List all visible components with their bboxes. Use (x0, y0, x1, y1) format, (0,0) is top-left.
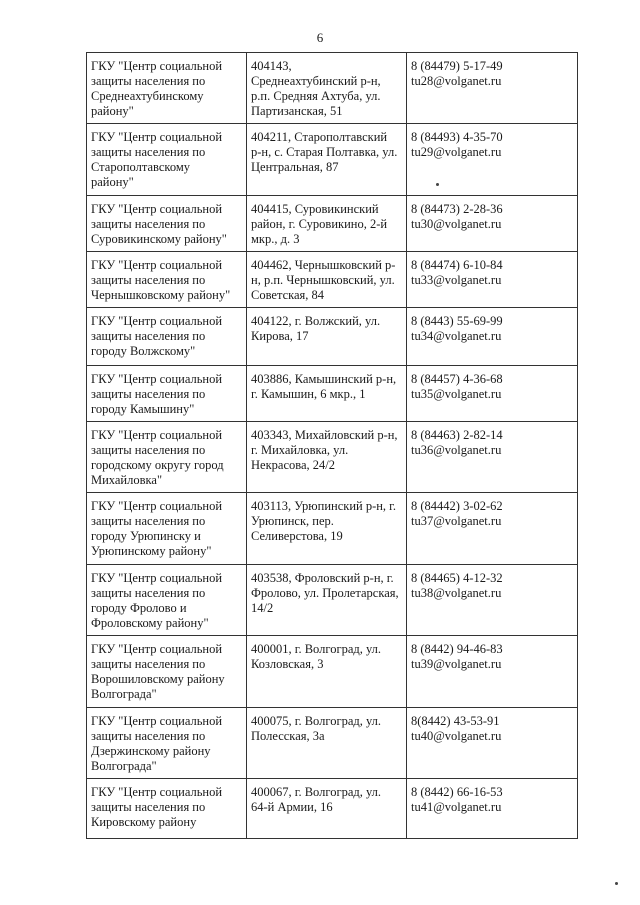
table-row (87, 565, 578, 636)
organization-name-line: защиты населения по (91, 800, 206, 814)
address-line: район, г. Суровикино, 2-й (251, 217, 388, 231)
organization-name-cell (87, 124, 247, 196)
email-address: tu40@volganet.ru (411, 729, 502, 743)
organization-name-line: защиты населения по (91, 145, 206, 159)
contact-cell (407, 308, 578, 366)
address-line: н, р.п. Чернышковский, ул. (251, 273, 395, 287)
email-address: tu35@volganet.ru (411, 387, 502, 401)
email-address: tu39@volganet.ru (411, 657, 502, 671)
organization-name-line: городу Урюпинску и (91, 529, 201, 543)
organization-name-cell (87, 565, 247, 636)
organization-name-line: городу Волжскому" (91, 344, 196, 358)
address-cell (247, 708, 407, 779)
phone-number: 8 (84474) 6-10-84 (411, 258, 503, 272)
address-cell (247, 53, 407, 124)
contact-cell (407, 196, 578, 252)
address-line: р.п. Средняя Ахтуба, ул. (251, 89, 381, 103)
organization-name-line: Ворошиловскому району (91, 672, 225, 686)
table-row (87, 366, 578, 422)
organizations-table (86, 52, 578, 839)
organization-name-line: Волгограда" (91, 759, 157, 773)
contact-cell (407, 779, 578, 839)
organization-name-line: ГКУ "Центр социальной (91, 258, 223, 272)
email-address: tu29@volganet.ru (411, 145, 502, 159)
organization-name-line: защиты населения по (91, 387, 206, 401)
organization-name-line: ГКУ "Центр социальной (91, 714, 223, 728)
address-line: 404143, (251, 59, 292, 73)
table-body (87, 53, 578, 839)
phone-number: 8 (84465) 4-12-32 (411, 571, 503, 585)
address-cell (247, 779, 407, 839)
organization-name-cell (87, 308, 247, 366)
organization-name-line: Дзержинскому району (91, 744, 211, 758)
address-line: 14/2 (251, 601, 274, 615)
organization-name-line: Кировскому району (91, 815, 197, 829)
organization-name-line: ГКУ "Центр социальной (91, 130, 223, 144)
organization-name-cell (87, 636, 247, 708)
table-row (87, 53, 578, 124)
contact-cell (407, 636, 578, 708)
organization-name-cell (87, 779, 247, 839)
organization-name-line: Фроловскому району" (91, 616, 209, 630)
organization-name-cell (87, 708, 247, 779)
table-row (87, 196, 578, 252)
organization-name-line: Михайловка" (91, 473, 163, 487)
address-line: Центральная, 87 (251, 160, 339, 174)
email-address: tu38@volganet.ru (411, 586, 502, 600)
organization-name-line: ГКУ "Центр социальной (91, 571, 223, 585)
phone-number: 8 (84457) 4-36-68 (411, 372, 503, 386)
organization-name-cell (87, 252, 247, 308)
organization-name-line: защиты населения по (91, 514, 206, 528)
organization-name-line: городу Фролово и (91, 601, 187, 615)
table-row (87, 308, 578, 366)
email-address: tu33@volganet.ru (411, 273, 502, 287)
address-line: 404211, Старополтавский (251, 130, 388, 144)
contact-cell (407, 252, 578, 308)
address-line: 403113, Урюпинский р-н, г. (251, 499, 397, 513)
address-line: 64-й Армии, 16 (251, 800, 333, 814)
contact-cell (407, 422, 578, 493)
organization-name-line: защиты населения по (91, 729, 206, 743)
organization-name-cell (87, 493, 247, 565)
address-line: Кирова, 17 (251, 329, 309, 343)
address-cell (247, 252, 407, 308)
table-row (87, 708, 578, 779)
address-cell (247, 196, 407, 252)
email-address: tu37@volganet.ru (411, 514, 502, 528)
organization-name-line: защиты населения по (91, 443, 206, 457)
contact-cell (407, 565, 578, 636)
organization-name-line: ГКУ "Центр социальной (91, 642, 223, 656)
organization-name-line: городскому округу город (91, 458, 224, 472)
organization-name-cell (87, 366, 247, 422)
address-cell (247, 422, 407, 493)
phone-number: 8 (8443) 55-69-99 (411, 314, 503, 328)
organization-name-line: ГКУ "Центр социальной (91, 314, 223, 328)
organization-name-line: защиты населения по (91, 217, 206, 231)
address-line: 404122, г. Волжский, ул. (251, 314, 381, 328)
contact-cell (407, 708, 578, 779)
email-address: tu41@volganet.ru (411, 800, 502, 814)
organization-name-line: ГКУ "Центр социальной (91, 372, 223, 386)
email-address: tu30@volganet.ru (411, 217, 502, 231)
organization-name-cell (87, 422, 247, 493)
organization-name-line: Суровикинскому району" (91, 232, 227, 246)
address-line: Советская, 84 (251, 288, 325, 302)
contact-cell (407, 493, 578, 565)
organization-name-line: Среднеахтубинскому (91, 89, 204, 103)
organization-name-line: защиты населения по (91, 74, 206, 88)
contact-cell (407, 366, 578, 422)
phone-number: 8 (84442) 3-02-62 (411, 499, 503, 513)
organization-name-line: защиты населения по (91, 657, 206, 671)
organization-name-line: району" (91, 104, 134, 118)
address-line: мкр., д. 3 (251, 232, 300, 246)
address-line: Полесская, 3а (251, 729, 325, 743)
contact-cell (407, 53, 578, 124)
organization-name-line: городу Камышину" (91, 402, 195, 416)
address-cell (247, 493, 407, 565)
phone-number: 8 (84493) 4-35-70 (411, 130, 503, 144)
table-row (87, 493, 578, 565)
contact-cell (407, 124, 578, 196)
organization-name-cell (87, 196, 247, 252)
organization-name-line: Чернышковскому району" (91, 288, 231, 302)
phone-number: 8 (8442) 66-16-53 (411, 785, 503, 799)
address-line: Козловская, 3 (251, 657, 324, 671)
address-cell (247, 565, 407, 636)
scan-speck (436, 183, 439, 186)
address-line: 400067, г. Волгоград, ул. (251, 785, 382, 799)
organization-name-line: району" (91, 175, 134, 189)
phone-number: 8 (84463) 2-82-14 (411, 428, 503, 442)
address-line: 403343, Михайловский р-н, (251, 428, 398, 442)
address-cell (247, 308, 407, 366)
address-line: Фролово, ул. Пролетарская, (251, 586, 399, 600)
address-line: 403538, Фроловский р-н, г. (251, 571, 394, 585)
organization-name-cell (87, 53, 247, 124)
phone-number: 8(8442) 43-53-91 (411, 714, 500, 728)
organization-name-line: ГКУ "Центр социальной (91, 428, 223, 442)
email-address: tu28@volganet.ru (411, 74, 502, 88)
address-line: г. Михайловка, ул. (251, 443, 349, 457)
address-line: Среднеахтубинский р-н, (251, 74, 381, 88)
address-line: Партизанская, 51 (251, 104, 343, 118)
organization-name-line: защиты населения по (91, 329, 206, 343)
organization-name-line: ГКУ "Центр социальной (91, 59, 223, 73)
email-address: tu36@volganet.ru (411, 443, 502, 457)
table-row (87, 779, 578, 839)
table-row (87, 124, 578, 196)
address-cell (247, 124, 407, 196)
organization-name-line: Волгограда" (91, 687, 157, 701)
table-row (87, 252, 578, 308)
page-number: 6 (316, 30, 324, 45)
address-line: 403886, Камышинский р-н, (251, 372, 397, 386)
table-row (87, 636, 578, 708)
organization-name-line: ГКУ "Центр социальной (91, 202, 223, 216)
organization-name-line: Старополтавскому (91, 160, 190, 174)
address-line: Селиверстова, 19 (251, 529, 343, 543)
address-line: г. Камышин, 6 мкр., 1 (251, 387, 366, 401)
address-line: 404462, Чернышковский р- (251, 258, 396, 272)
organization-name-line: ГКУ "Центр социальной (91, 499, 223, 513)
address-line: р-н, с. Старая Полтавка, ул. (251, 145, 398, 159)
organization-name-line: Урюпинскому району" (91, 544, 212, 558)
address-line: 400001, г. Волгоград, ул. (251, 642, 382, 656)
phone-number: 8 (84479) 5-17-49 (411, 59, 503, 73)
address-line: Урюпинск, пер. (251, 514, 334, 528)
organization-name-line: ГКУ "Центр социальной (91, 785, 223, 799)
phone-number: 8 (8442) 94-46-83 (411, 642, 503, 656)
address-cell (247, 636, 407, 708)
address-line: 404415, Суровикинский (251, 202, 379, 216)
address-line: Некрасова, 24/2 (251, 458, 336, 472)
phone-number: 8 (84473) 2-28-36 (411, 202, 503, 216)
organization-name-line: защиты населения по (91, 273, 206, 287)
address-line: 400075, г. Волгоград, ул. (251, 714, 382, 728)
organization-name-line: защиты населения по (91, 586, 206, 600)
scan-speck (615, 882, 618, 885)
email-address: tu34@volganet.ru (411, 329, 502, 343)
address-cell (247, 366, 407, 422)
table-row (87, 422, 578, 493)
